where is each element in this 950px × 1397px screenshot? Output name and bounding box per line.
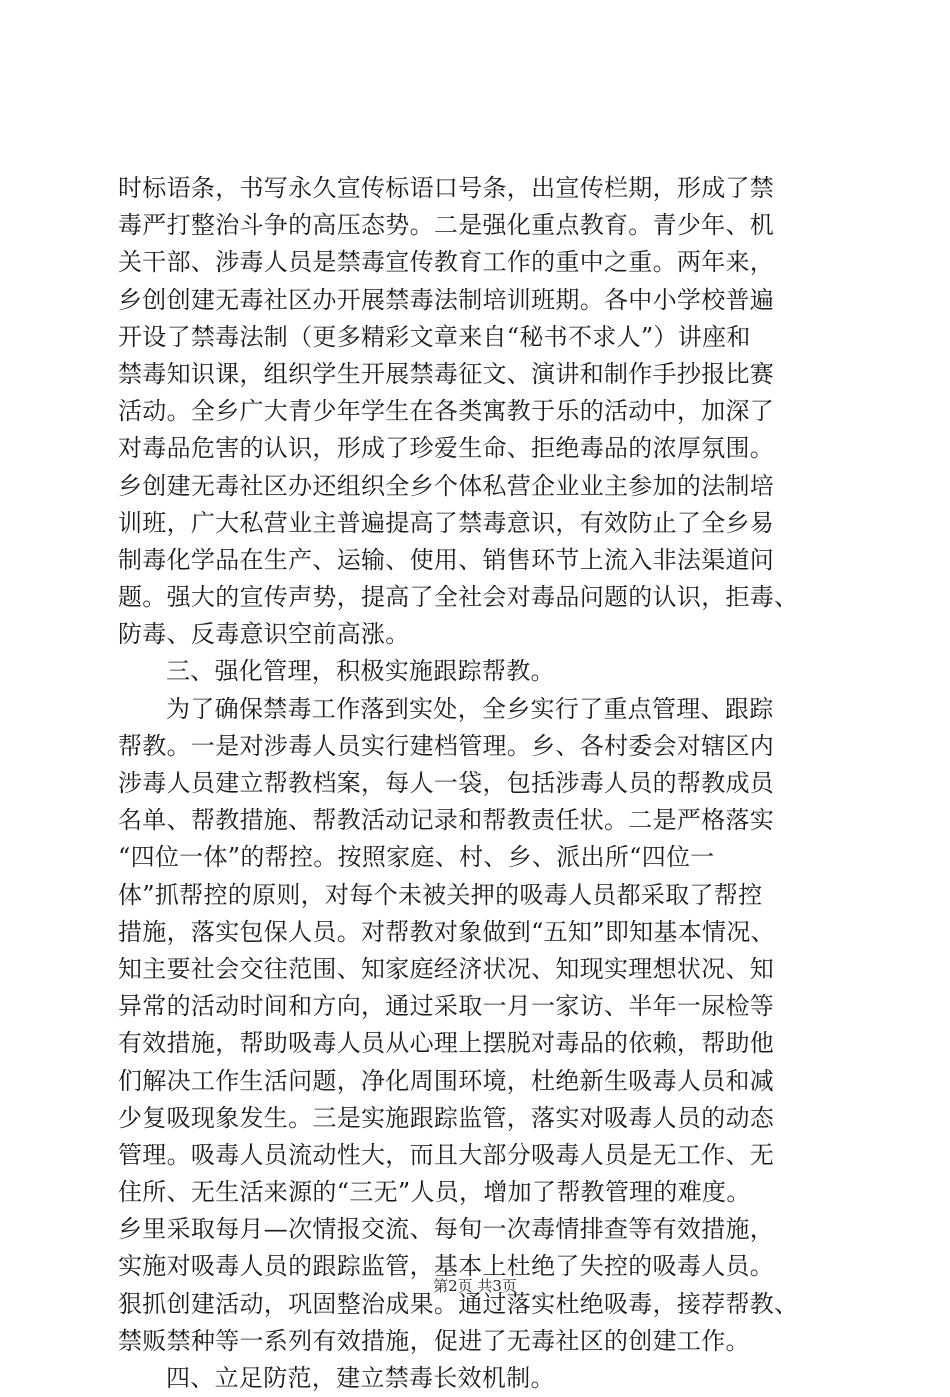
text-line: 对毒品危害的认识，形成了珍爱生命、拒绝毒品的浓厚氛围。	[118, 434, 775, 463]
text-line: 防毒、反毒意识空前高涨。	[118, 620, 410, 649]
text-line: 乡里采取每月—次情报交流、每旬一次毒情排查等有效措施，	[118, 1215, 775, 1244]
text-line: 管理。吸毒人员流动性大，而且大部分吸毒人员是无工作、无	[118, 1140, 775, 1169]
text-line: 禁贩禁种等一系列有效措施，促进了无毒社区的创建工作。	[118, 1326, 750, 1355]
text-line: 措施，落实包保人员。对帮教对象做到“五知”即知基本情况、	[118, 917, 775, 946]
section-heading: 三、强化管理，积极实施跟踪帮教。	[166, 657, 555, 686]
text-line: 们解决工作生活问题，净化周围环境，杜绝新生吸毒人员和减	[118, 1066, 775, 1095]
text-line: 少复吸现象发生。三是实施跟踪监管，落实对吸毒人员的动态	[118, 1103, 775, 1132]
section-heading: 四、立足防范，建立禁毒长效机制。	[166, 1364, 555, 1392]
text-line: 名单、帮教措施、帮教活动记录和帮教责任状。二是严格落实	[118, 806, 775, 835]
page-footer: 第2页 共3页	[433, 1277, 517, 1295]
text-line: 毒严打整治斗争的高压态势。二是强化重点教育。青少年、机	[118, 211, 775, 240]
text-line: 帮教。一是对涉毒人员实行建档管理。乡、各村委会对辖区内	[118, 731, 775, 760]
text-line: 住所、无生活来源的“三无”人员，增加了帮教管理的难度。	[118, 1178, 751, 1207]
paragraph-start-line: 为了确保禁毒工作落到实处，全乡实行了重点管理、跟踪	[166, 694, 774, 723]
text-line: 知主要社会交往范围、知家庭经济状况、知现实理想状况、知	[118, 954, 775, 983]
text-line: 实施对吸毒人员的跟踪监管，基本上杜绝了失控的吸毒人员。	[118, 1252, 775, 1281]
text-line: 活动。全乡广大青少年学生在各类寓教于乐的活动中，加深了	[118, 397, 775, 426]
text-line: 题。强大的宣传声势，提高了全社会对毒品问题的认识，拒毒、	[118, 583, 799, 612]
text-line: 异常的活动时间和方向，通过采取一月一家访、半年一尿检等	[118, 992, 775, 1021]
text-line: 有效措施，帮助吸毒人员从心理上摆脱对毒品的依赖，帮助他	[118, 1029, 775, 1058]
text-line: 乡创创建无毒社区办开展禁毒法制培训班期。各中小学校普遍	[118, 285, 775, 314]
body-text	[118, 170, 838, 1397]
text-line: 狠抓创建活动，巩固整治成果。通过落实杜绝吸毒，接荐帮教、	[118, 1289, 799, 1318]
text-line: 体”抓帮控的原则，对每个未被关押的吸毒人员都采取了帮控	[118, 880, 763, 909]
text-line: 开设了禁毒法制（更多精彩文章来自“秘书不求人”）讲座和	[118, 322, 751, 351]
text-line: “四位一体”的帮控。按照家庭、村、乡、派出所“四位一	[118, 843, 715, 872]
text-line: 关干部、涉毒人员是禁毒宣传教育工作的重中之重。两年来，	[118, 248, 775, 277]
text-line: 禁毒知识课，组织学生开展禁毒征文、演讲和制作手抄报比赛	[118, 359, 775, 388]
text-line: 训班，广大私营业主普遍提高了禁毒意识，有效防止了全乡易	[118, 508, 775, 537]
text-line: 时标语条，书写永久宣传标语口号条，出宣传栏期，形成了禁	[118, 174, 775, 202]
text-line: 乡创建无毒社区办还组织全乡个体私营企业业主参加的法制培	[118, 471, 775, 500]
text-line: 涉毒人员建立帮教档案，每人一袋，包括涉毒人员的帮教成员	[118, 769, 775, 797]
text-line: 制毒化学品在生产、运输、使用、销售环节上流入非法渠道问	[118, 545, 775, 574]
